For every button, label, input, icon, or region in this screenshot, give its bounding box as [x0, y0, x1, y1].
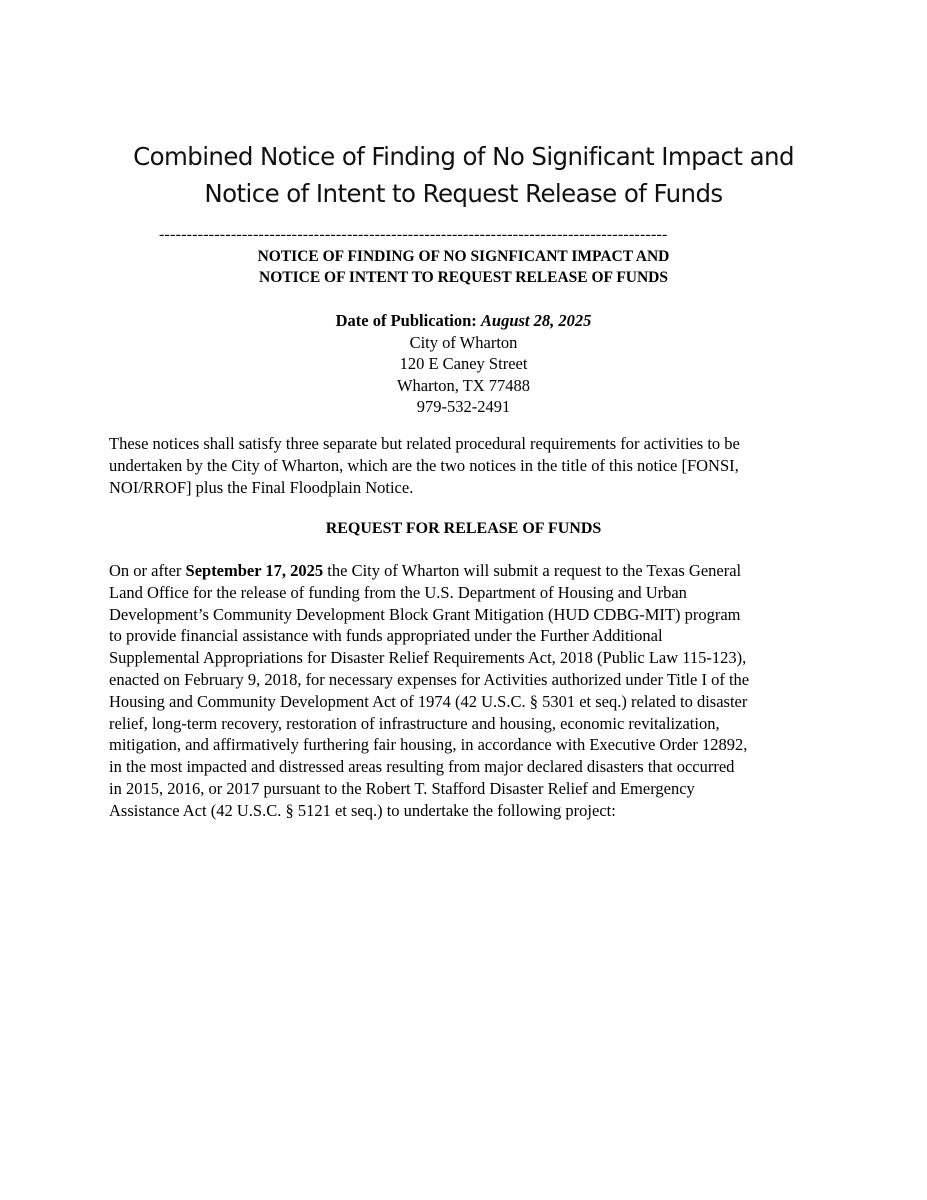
- address-line-city: City of Wharton: [409, 332, 518, 352]
- intro-paragraph: [109, 433, 821, 498]
- notice-heading: [60, 246, 867, 288]
- rrof-heading: REQUEST FOR RELEASE OF FUNDS: [325, 520, 602, 537]
- rrof-line: Land Office for the release of funding from the U.S. Department of Housing and Urban: [109, 582, 687, 602]
- intro-line: undertaken by the City of Wharton, which are the two notices in the title of this notice [FONSI,: [109, 455, 739, 475]
- rrof-line: to provide financial assistance with funds appropriated under the Further Additional: [109, 626, 663, 646]
- title-line-1: Combined Notice of Finding of No Significant Impact and: [133, 142, 794, 171]
- rrof-line: relief, long-term recovery, restoration of infrastructure and housing, economic revitalization,: [109, 713, 720, 733]
- address-line-citystate: Wharton, TX 77488: [396, 375, 531, 395]
- notice-heading-line-2: NOTICE OF INTENT TO REQUEST RELEASE OF FUNDS: [259, 269, 668, 286]
- rrof-line: in 2015, 2016, or 2017 pursuant to the Robert T. Stafford Disaster Relief and Emergency: [109, 778, 695, 798]
- rrof-line: Supplemental Appropriations for Disaster Relief Requirements Act, 2018 (Public Law 115-123),: [109, 648, 747, 668]
- rrof-line: Housing and Community Development Act of 1974 (42 U.S.C. § 5301 et seq.) related to disaster: [109, 691, 748, 711]
- publication-date-value: August 28, 2025: [480, 311, 592, 330]
- notice-heading-line-1: NOTICE OF FINDING OF NO SIGNFICANT IMPACT AND: [257, 248, 670, 265]
- rrof-prefix: On or after: [109, 561, 186, 580]
- publication-block: [60, 310, 867, 418]
- address-line-phone: 979-532-2491: [416, 397, 511, 417]
- rrof-line-first: [109, 560, 821, 582]
- rrof-line: mitigation, and affirmatively furthering fair housing, in accordance with Executive Order 12892,: [109, 735, 748, 755]
- rrof-suffix: the City of Wharton will submit a request to the Texas General: [323, 561, 742, 580]
- dashed-divider: --------------------------------------------------------------------------------------------: [159, 226, 668, 243]
- document-title: [60, 138, 867, 212]
- address-line-street: 120 E Caney Street: [399, 354, 528, 374]
- intro-line: NOI/RROF] plus the Final Floodplain Notice.: [109, 477, 414, 497]
- rrof-line: enacted on February 9, 2018, for necessary expenses for Activities authorized under Title I of the: [109, 669, 750, 689]
- rrof-paragraph: [109, 560, 821, 822]
- publication-date: [60, 310, 867, 332]
- title-line-2: Notice of Intent to Request Release of Funds: [204, 179, 723, 208]
- intro-line: These notices shall satisfy three separate but related procedural requirements for activities to be: [109, 434, 740, 453]
- rrof-line: in the most impacted and distressed areas resulting from major declared disasters that occurred: [109, 757, 735, 777]
- rrof-line: Assistance Act (42 U.S.C. § 5121 et seq.) to undertake the following project:: [109, 800, 616, 820]
- rrof-submit-date: September 17, 2025: [185, 561, 324, 580]
- rrof-line: Development’s Community Development Block Grant Mitigation (HUD CDBG-MIT) program: [109, 604, 741, 624]
- publication-date-label: Date of Publication:: [335, 311, 477, 330]
